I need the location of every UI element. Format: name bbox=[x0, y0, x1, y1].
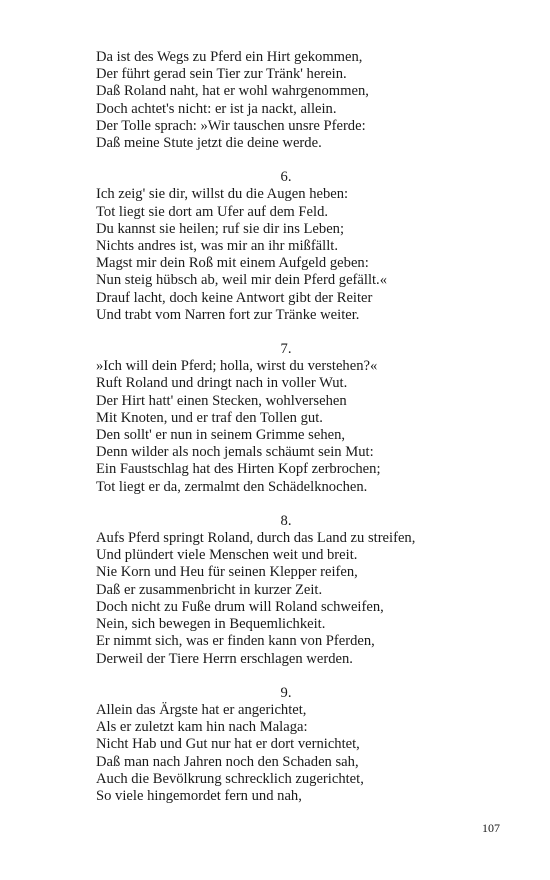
stanza-number: 6. bbox=[280, 169, 292, 186]
verse-line: Derweil der Tiere Herrn erschlagen werden. bbox=[96, 650, 353, 667]
verse-line: Auch die Bevölkrung schrecklich zugerichtet, bbox=[96, 770, 364, 787]
stanza-9 bbox=[96, 685, 496, 805]
verse-line: Tot liegt sie dort am Ufer auf dem Feld. bbox=[96, 203, 329, 220]
verse-line: Den sollt' er nun in seinem Grimme sehen, bbox=[96, 427, 346, 444]
verse-line: Und trabt vom Narren fort zur Tränke weiter. bbox=[96, 306, 360, 323]
verse-line: Der Tolle sprach: »Wir tauschen unsre Pferde: bbox=[96, 117, 366, 134]
verse-line: Denn wilder als noch jemals schäumt sein Mut: bbox=[96, 444, 374, 461]
verse-line: Der führt gerad sein Tier zur Tränk' herein. bbox=[96, 66, 347, 83]
verse-line: Du kannst sie heilen; ruf sie dir ins Leben; bbox=[96, 220, 345, 237]
verse-line: Daß Roland naht, hat er wohl wahrgenommen, bbox=[96, 83, 369, 100]
verse-line: Nie Korn und Heu für seinen Klepper reifen, bbox=[96, 564, 358, 581]
poem-text bbox=[96, 49, 496, 805]
verse-line: Der Hirt hatt' einen Stecken, wohlversehen bbox=[96, 392, 347, 409]
stanza-number: 7. bbox=[280, 341, 292, 358]
stanza-continued bbox=[96, 49, 496, 152]
page-number: 107 bbox=[482, 821, 500, 835]
verse-line: Da ist des Wegs zu Pferd ein Hirt gekommen, bbox=[96, 49, 363, 65]
verse-line: Nicht Hab und Gut nur hat er dort vernichtet, bbox=[96, 736, 360, 753]
verse-line: Magst mir dein Roß mit einem Aufgeld geben: bbox=[96, 255, 369, 272]
verse-line: Er nimmt sich, was er finden kann von Pferden, bbox=[96, 633, 375, 650]
verse-line: Und plündert viele Menschen weit und breit. bbox=[96, 547, 358, 564]
verse-line: Daß man nach Jahren noch den Schaden sah, bbox=[96, 753, 359, 770]
verse-line: Ruft Roland und dringt nach in voller Wut. bbox=[96, 375, 348, 392]
verse-line: Daß er zusammenbricht in kurzer Zeit. bbox=[96, 581, 323, 598]
verse-line: Doch achtet's nicht: er ist ja nackt, allein. bbox=[96, 100, 337, 117]
verse-line: Aufs Pferd springt Roland, durch das Land zu streifen, bbox=[96, 530, 416, 547]
verse-line: Tot liegt er da, zermalmt den Schädelknochen. bbox=[96, 478, 368, 495]
verse-line: Ein Faustschlag hat des Hirten Kopf zerbrochen; bbox=[96, 461, 381, 478]
verse-line: Daß meine Stute jetzt die deine werde. bbox=[96, 135, 322, 152]
stanza-6 bbox=[96, 169, 496, 324]
verse-line: So viele hingemordet fern und nah, bbox=[96, 787, 302, 804]
verse-line: Drauf lacht, doch keine Antwort gibt der Reiter bbox=[96, 289, 373, 306]
verse-line: Nun steig hübsch ab, weil mir dein Pferd gefällt.« bbox=[96, 272, 387, 289]
verse-line: Doch nicht zu Fuße drum will Roland schweifen, bbox=[96, 598, 384, 615]
stanza-8 bbox=[96, 513, 496, 668]
verse-line: Ich zeig' sie dir, willst du die Augen heben: bbox=[96, 186, 349, 203]
stanza-number: 9. bbox=[280, 684, 292, 701]
verse-line: Nein, sich bewegen in Bequemlichkeit. bbox=[96, 616, 326, 633]
verse-line: Mit Knoten, und er traf den Tollen gut. bbox=[96, 409, 323, 426]
verse-line: Als er zuletzt kam hin nach Malaga: bbox=[96, 719, 308, 736]
verse-line: Nichts andres ist, was mir an ihr mißfällt. bbox=[96, 238, 338, 255]
verse-line: »Ich will dein Pferd; holla, wirst du verstehen?« bbox=[96, 358, 378, 375]
verse-line: Allein das Ärgste hat er angerichtet, bbox=[96, 701, 307, 718]
stanza-number: 8. bbox=[280, 512, 292, 529]
stanza-7 bbox=[96, 341, 496, 496]
